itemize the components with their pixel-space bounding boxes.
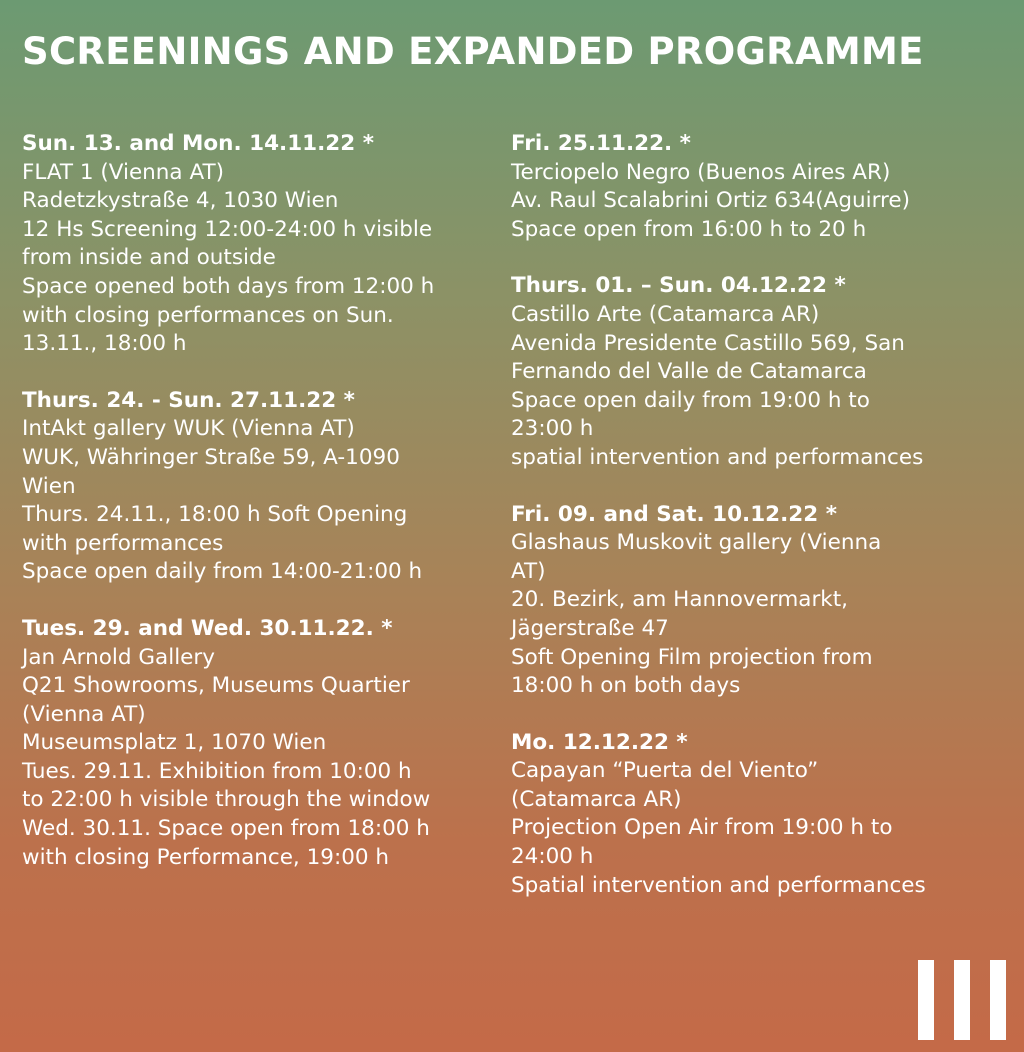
event-date: Sun. 13. and Mon. 14.11.22 * (22, 131, 374, 156)
event-line: Tues. 29.11. Exhibition from 10:00 h (22, 758, 412, 784)
event-date: Fri. 25.11.22. * (511, 131, 691, 156)
event-line: Space opened both days from 12:00 h (22, 273, 435, 299)
event-date: Fri. 09. and Sat. 10.12.22 * (511, 501, 837, 527)
event-block (22, 615, 502, 872)
event-line: with closing Performance, 19:00 h (22, 844, 390, 870)
event-line: Spatial intervention and performances (511, 872, 926, 898)
event-line: 18:00 h on both days (511, 673, 741, 699)
event-line: Av. Raul Scalabrini Ortiz 634(Aguirre) (511, 188, 911, 214)
event-line: 24:00 h (511, 844, 594, 870)
right-column (511, 130, 1011, 928)
event-date: Tues. 29. and Wed. 30.11.22. * (22, 615, 393, 641)
event-line: 12 Hs Screening 12:00-24:00 h visible (22, 216, 433, 242)
logo-bar (918, 960, 934, 1040)
left-column (22, 130, 502, 900)
event-line: Q21 Showrooms, Museums Quartier (22, 673, 410, 699)
logo-bar (954, 960, 970, 1040)
event-line: Soft Opening Film projection from (511, 644, 873, 670)
event-block (511, 501, 1011, 701)
event-line: Castillo Arte (Catamarca AR) (511, 301, 820, 327)
logo-bar (990, 960, 1006, 1040)
event-line: Thurs. 24.11., 18:00 h Soft Opening (22, 502, 408, 528)
event-line: Museumsplatz 1, 1070 Wien (22, 730, 327, 756)
event-line: (Catamarca AR) (511, 786, 682, 812)
event-line: Capayan “Puerta del Viento” (511, 758, 819, 784)
event-date: Thurs. 24. - Sun. 27.11.22 * (22, 387, 355, 413)
event-line: spatial intervention and performances (511, 444, 924, 470)
event-line: with performances (22, 530, 224, 556)
event-line: Space open daily from 14:00-21:00 h (22, 559, 423, 585)
event-date: Mo. 12.12.22 * (511, 729, 688, 755)
event-line: Projection Open Air from 19:00 h to (511, 815, 893, 841)
event-block (511, 272, 1011, 472)
event-block (22, 387, 502, 587)
event-line: Avenida Presidente Castillo 569, San (511, 330, 905, 356)
event-line: from inside and outside (22, 245, 276, 271)
event-line: Fernando del Valle de Catamarca (511, 359, 867, 385)
event-line: Wien (22, 473, 76, 499)
event-line: Jan Arnold Gallery (22, 644, 215, 670)
event-line: 13.11., 18:00 h (22, 331, 187, 357)
event-block (511, 130, 1011, 244)
event-date: Thurs. 01. – Sun. 04.12.22 * (511, 273, 846, 299)
event-line: Space open daily from 19:00 h to (511, 387, 870, 413)
event-line: Glashaus Muskovit gallery (Vienna (511, 530, 882, 556)
event-line: FLAT 1 (Vienna AT) (22, 159, 225, 185)
event-line: WUK, Währinger Straße 59, A-1090 (22, 444, 400, 470)
event-line: Wed. 30.11. Space open from 18:00 h (22, 816, 430, 842)
event-line: Space open from 16:00 h to 20 h (511, 216, 867, 242)
event-line: 23:00 h (511, 416, 594, 442)
event-line: Radetzkystraße 4, 1030 Wien (22, 188, 339, 214)
event-line: to 22:00 h visible through the window (22, 787, 431, 813)
event-line: 20. Bezirk, am Hannovermarkt, (511, 587, 849, 613)
event-line: Jägerstraße 47 (511, 615, 669, 641)
event-block (22, 130, 502, 359)
three-bars-logo-icon (918, 960, 1006, 1040)
event-line: with closing performances on Sun. (22, 302, 394, 328)
page-title: SCREENINGS AND EXPANDED PROGRAMME (22, 30, 924, 73)
event-line: (Vienna AT) (22, 701, 146, 727)
event-line: IntAkt gallery WUK (Vienna AT) (22, 416, 355, 442)
event-block (511, 729, 1011, 901)
event-line: AT) (511, 558, 546, 584)
event-line: Terciopelo Negro (Buenos Aires AR) (511, 159, 891, 185)
